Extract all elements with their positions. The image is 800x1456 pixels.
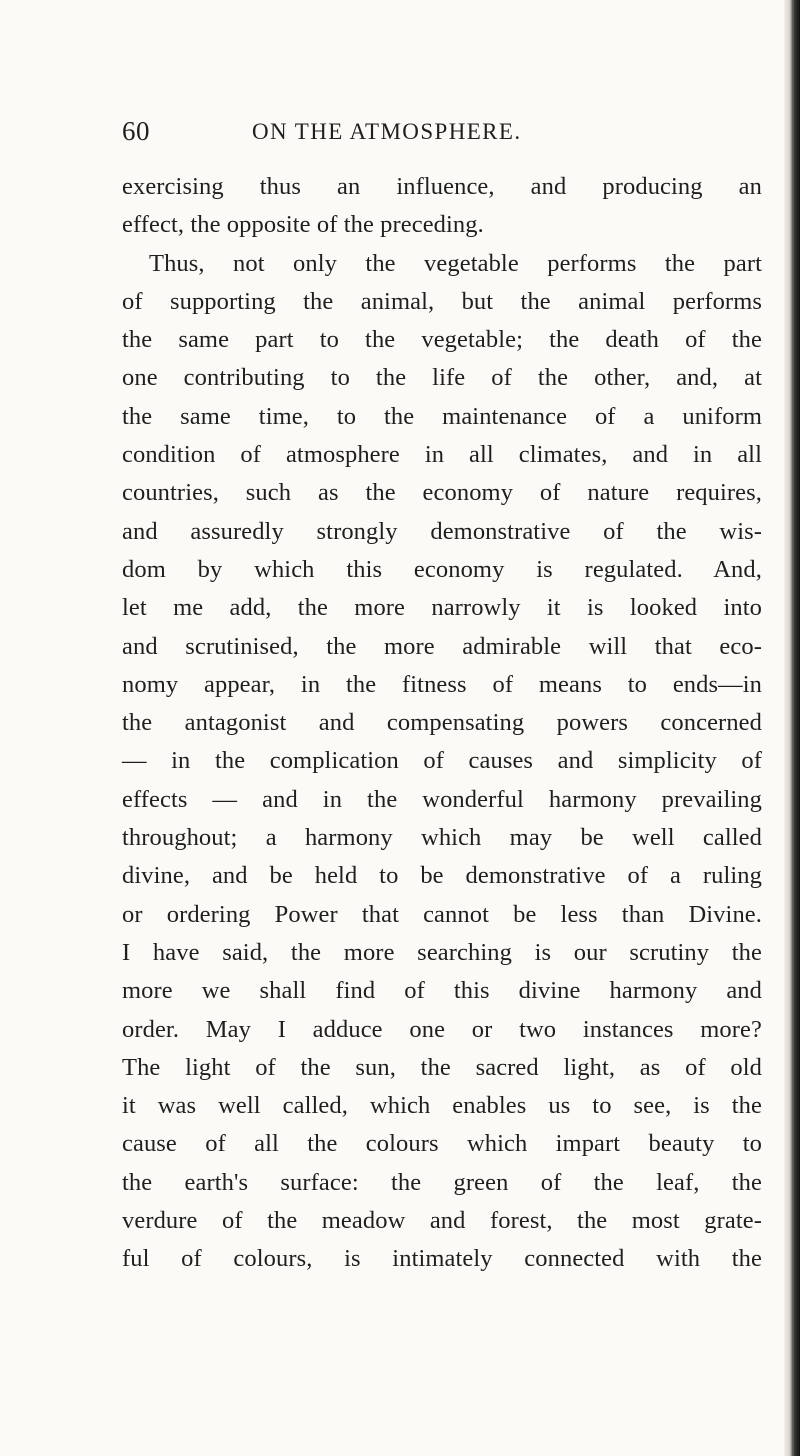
- page-edge-shadow: [784, 0, 800, 1456]
- text-line: throughout; a harmony which may be well called: [122, 824, 762, 852]
- text-line: the earth's surface: the green of the leaf, the: [122, 1168, 762, 1196]
- text-line: and assuredly strongly demonstrative of the wis-: [122, 517, 762, 545]
- text-line: exercising thus an influence, and producing an: [122, 173, 762, 200]
- running-head: ON THE ATMOSPHERE.: [252, 119, 522, 144]
- text-line: effects — and in the wonderful harmony prevailing: [122, 785, 762, 813]
- text-line: dom by which this economy is regulated. And,: [122, 555, 762, 583]
- text-line: and scrutinised, the more admirable will that eco-: [122, 632, 762, 660]
- text-line: countries, such as the economy of nature requires,: [122, 479, 762, 507]
- text-line: verdure of the meadow and forest, the most grate-: [122, 1207, 762, 1235]
- text-line: effect, the opposite of the preceding.: [122, 211, 484, 239]
- text-line: more we shall find of this divine harmony and: [122, 977, 762, 1005]
- text-line: the same time, to the maintenance of a uniform: [122, 402, 762, 430]
- text-line: one contributing to the life of the other, and, at: [122, 364, 762, 392]
- text-line: let me add, the more narrowly it is looked into: [122, 594, 762, 622]
- text-line: the same part to the vegetable; the death of the: [122, 326, 762, 354]
- text-line: condition of atmosphere in all climates, and in all: [122, 441, 762, 469]
- text-line: — in the complication of causes and simplicity of: [122, 747, 762, 775]
- body-text: [122, 168, 762, 1279]
- page-number: 60: [122, 116, 150, 146]
- text-line: of supporting the animal, but the animal performs: [122, 287, 762, 315]
- text-line: The light of the sun, the sacred light, as of old: [122, 1053, 762, 1081]
- text-line: divine, and be held to be demonstrative of a ruling: [122, 862, 762, 890]
- page-header: [122, 115, 762, 155]
- text-line: Thus, not only the vegetable performs the part: [149, 249, 762, 277]
- text-line: cause of all the colours which impart beauty to: [122, 1130, 762, 1158]
- text-line: the antagonist and compensating powers concerned: [122, 709, 762, 737]
- text-line: or ordering Power that cannot be less than Divine.: [122, 900, 762, 928]
- text-line: ful of colours, is intimately connected with the: [122, 1245, 762, 1273]
- text-line: order. May I adduce one or two instances more?: [122, 1015, 762, 1043]
- text-line: nomy appear, in the fitness of means to ends—in: [122, 670, 762, 698]
- text-line: it was well called, which enables us to see, is the: [122, 1092, 762, 1120]
- text-line: I have said, the more searching is our scrutiny the: [122, 938, 762, 966]
